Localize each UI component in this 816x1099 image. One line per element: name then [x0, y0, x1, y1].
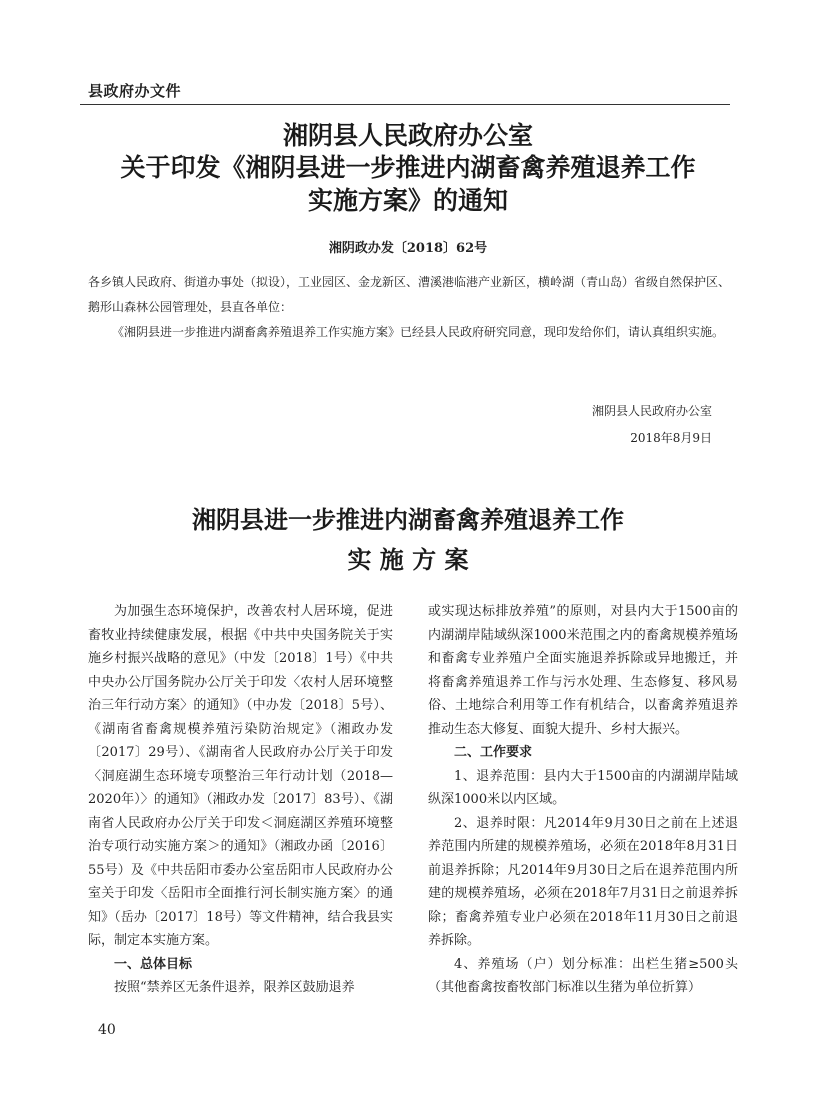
paragraph-principle: 按照“禁养区无条件退养，限养区鼓励退养	[114, 980, 355, 995]
issue-date: 2018年8月9日	[630, 431, 712, 445]
heading-work-requirements: 二、工作要求	[454, 745, 533, 760]
document-number: 湘阴政办发〔2018〕62号	[328, 241, 488, 256]
paragraph-deadline: 2、退养时限：凡2014年9月30日之前在上述退养范围内所建的规模养殖场，必须在2018年8月31日前退养拆除；凡2014年9月30日之后在退养范围内所建的规模养殖场，必须在2018年7月31日之前退养拆除；畜禽养殖专业户必须在2018年11月30日之前退养拆除。	[428, 815, 738, 948]
notice-title-line-3: 实施方案》的通知	[307, 186, 508, 215]
addressee: 各乡镇人民政府、街道办事处（拟设），工业园区、金龙新区、漕溪港临港产业新区，横岭湖（青山岛）省级自然保护区、鹅形山森林公园管理处，县直各单位：	[88, 275, 731, 314]
notice-title-line-1: 湘阴县人民政府办公室	[282, 121, 533, 150]
paragraph-principle-continued: 或实现达标排放养殖”的原则，对县内大于1500亩的内湖湖岸陆域纵深1000米范围之内的畜禽规模养殖场和畜禽专业养殖户全面实施退养拆除或异地搬迁，并将畜禽养殖退养工作与污水处理、生态修复、移风易俗、土地综合利用等工作有机结合，以畜禽养殖退养推动生态大修复、面貌大提升、乡村大振兴。	[428, 604, 738, 737]
plan-title-line-1: 湘阴县进一步推进内湖畜禽养殖退养工作	[192, 505, 624, 534]
notice-title-line-2: 关于印发《湘阴县进一步推进内湖畜禽养殖退养工作	[120, 153, 696, 182]
section-label: 县政府办文件	[88, 82, 182, 100]
plan-title-line-2: 实 施 方 案	[347, 545, 469, 574]
page-number: 40	[98, 1022, 116, 1038]
plan-column-right	[428, 600, 738, 1000]
issuer: 湘阴县人民政府办公室	[591, 404, 712, 418]
paragraph-intro: 为加强生态环境保护，改善农村人居环境，促进畜牧业持续健康发展，根据《中共中央国务院关于实施乡村振兴战略的意见》（中发〔2018〕1号）《中共中央办公厅国务院办公厅关于印发〈农村人居环境整治三年行动方案〉的通知》（中办发〔2018〕5号）、《湖南省畜禽规模养殖污染防治规定》（湘政办发〔2017〕29号）、《湖南省人民政府办公厅关于印发〈洞庭湖生态环境专项整治三年行动计划（2018—2020年）〉的通知》（湘政办发〔2017〕83号）、《湖南省人民政府办公厅关于印发＜洞庭湖区养殖环境整治专项行动实施方案＞的通知》（湘政办函〔2016〕55号）及《中共岳阳市委办公室岳阳市人民政府办公室关于印发〈岳阳市全面推行河长制实施方案〉的通知》（岳办〔2017〕18号）等文件精神，结合我县实际，制定本实施方案。	[88, 604, 393, 948]
paragraph-scope: 1、退养范围：县内大于1500亩的内湖湖岸陆域纵深1000米以内区域。	[428, 768, 738, 807]
paragraph-standard: 4、养殖场（户）划分标准：出栏生猪≥500头（其他畜禽按畜牧部门标准以生猪为单位折算）	[428, 956, 738, 995]
header-divider	[80, 104, 730, 105]
notice-text: 《湘阴县进一步推进内湖畜禽养殖退养工作实施方案》已经县人民政府研究同意，现印发给你们，请认真组织实施。	[112, 325, 725, 339]
heading-general-goal: 一、总体目标	[114, 956, 193, 972]
notice-body	[88, 270, 738, 345]
plan-column-left	[88, 600, 393, 1000]
